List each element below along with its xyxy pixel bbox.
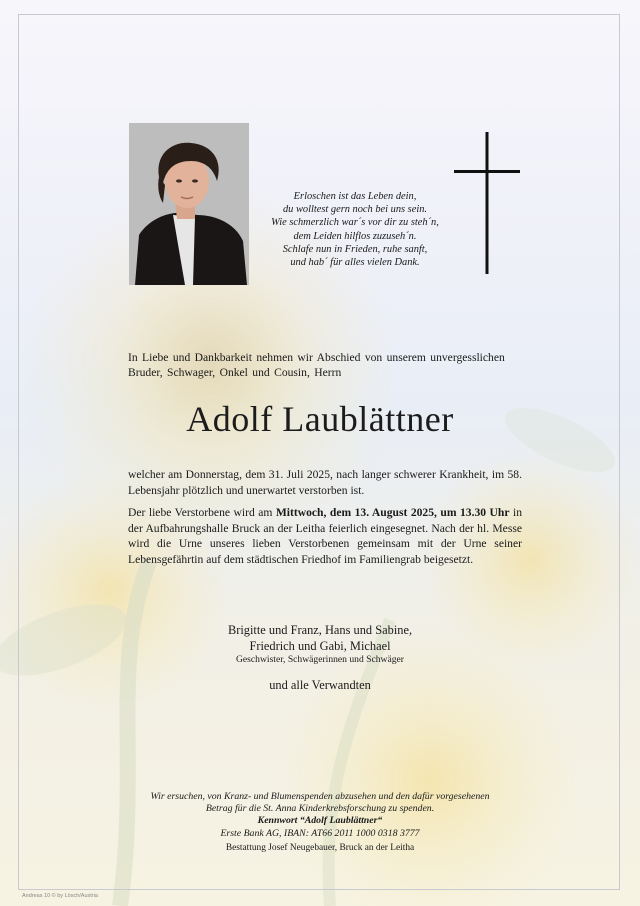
poem-line: Erloschen ist das Leben dein,	[293, 191, 417, 202]
mourners-line: Brigitte und Franz, Hans und Sabine,	[227, 623, 413, 637]
mourners-line: Friedrich und Gabi, Michael	[249, 639, 391, 653]
intro-text	[128, 350, 528, 380]
funeral-details-paragraph	[128, 505, 522, 567]
deceased-name: Adolf Laublättner	[186, 399, 454, 439]
cross-icon	[454, 132, 520, 274]
funeral-text: in der Aufbahrungshalle Bruck an der Leitha feierlich eingesegnet. Nach der hl. Messe wird die Urne unseres lieben Verstorbenen gemeinsam mit der Urne seiner Lebensgefährtin auf dem städtischen Friedhof im Familiengrab beigesetzt.	[128, 506, 523, 566]
mourners-relation: Geschwister, Schwägerinnen und Schwäger	[236, 654, 404, 665]
poem-line: Wie schmerzlich war´s vor dir zu steh´n,	[271, 217, 439, 229]
footer-bank: Erste Bank AG, IBAN: AT66 2011 1000 0318 3777	[220, 827, 420, 839]
keyword-text: Kennwort “Adolf Laublättner“	[257, 815, 383, 827]
intro-line: In Liebe und Dankbarkeit nehmen wir Abschied von unserem unvergesslichen	[128, 351, 505, 364]
poem-line: und hab´ für alles vielen Dank.	[290, 257, 420, 269]
portrait-image	[129, 123, 249, 285]
footer-line: Betrag für die St. Anna Kinderkrebsforschung zu spenden.	[205, 803, 435, 815]
footer-keyword	[110, 815, 530, 827]
funeral-date-time: Mittwoch, dem 13. August 2025, um 13.30 Uhr	[275, 506, 510, 519]
intro-line: Bruder, Schwager, Onkel und Cousin, Herrn	[128, 366, 342, 379]
poem-line: du wolltest gern noch bei uns sein.	[282, 204, 427, 216]
page-border	[18, 14, 620, 890]
donation-footer	[110, 791, 530, 854]
poem-line: dem Leiden hilflos zuzuseh´n.	[293, 230, 417, 242]
memorial-poem	[262, 190, 448, 269]
portrait-photo	[129, 123, 249, 285]
footer-undertaker: Bestattung Josef Neugebauer, Bruck an der Leitha	[225, 842, 415, 853]
footer-line: Wir ersuchen, von Kranz- und Blumenspenden abzusehen und den dafür vorgesehenen	[150, 791, 490, 802]
death-notice-paragraph: welcher am Donnerstag, dem 31. Juli 2025, nach langer schwerer Krankheit, im 58. Lebensjahr plötzlich und unerwartet verstorben ist.	[128, 468, 522, 497]
relatives-line: und alle Verwandten	[269, 678, 371, 692]
mourners-block	[170, 622, 470, 666]
print-mark: Andreas 10 © by Lösch/Austria	[22, 893, 98, 899]
poem-line: Schlafe nun in Frieden, ruhe sanft,	[282, 243, 428, 255]
funeral-text: Der liebe Verstorbene wird am	[128, 506, 276, 519]
